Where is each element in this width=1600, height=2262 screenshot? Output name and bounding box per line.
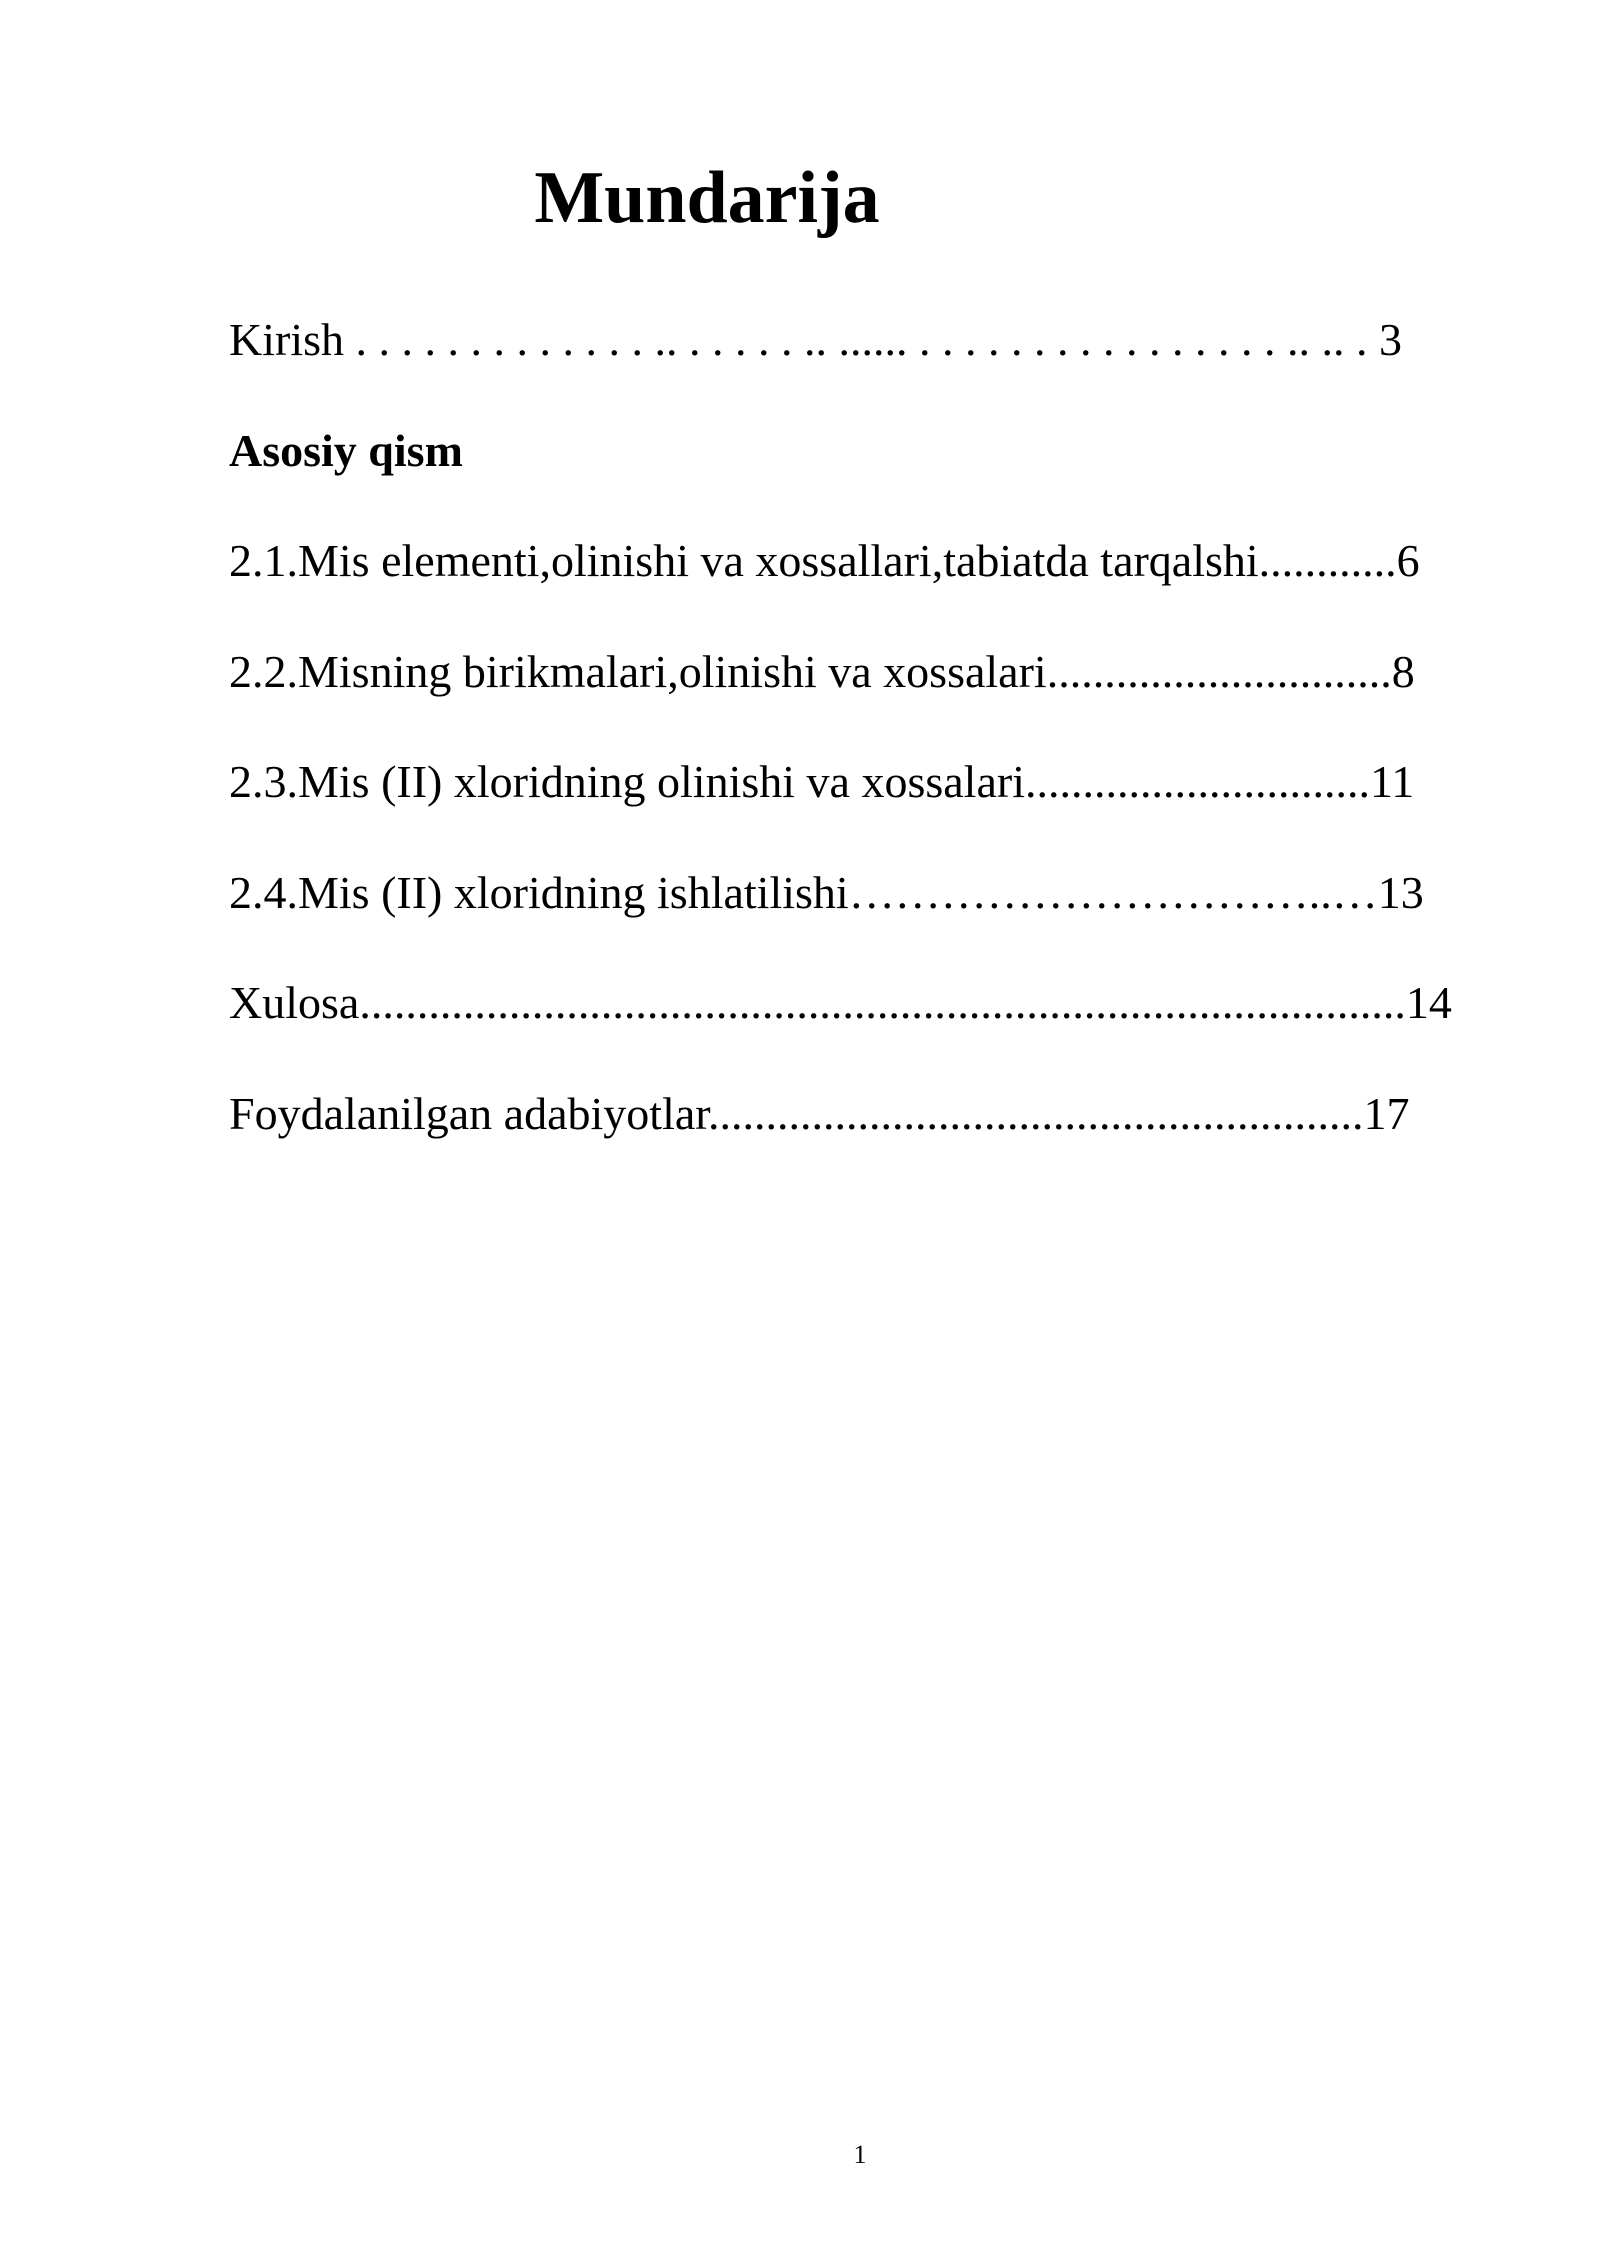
- toc-entry-2-1: 2.1.Mis elementi,olinishi va xossallari,tabiatda tarqalshi............6: [229, 535, 1420, 586]
- toc-entry-2-4: 2.4.Mis (II) xloridning ishlatilishi…………………………..…13: [229, 867, 1424, 918]
- toc-entry-2-2: 2.2.Misning birikmalari,olinishi va xossalari..............................8: [229, 646, 1415, 697]
- toc-entry-adabiyotlar: Foydalanilgan adabiyotlar.........................................................17: [229, 1088, 1410, 1139]
- toc-entry-kirish: Kirish . . . . . . . . . . . . . .. . . . . . .. ...... . . . . . . . . . . . . . . . . .. .. . 3: [229, 314, 1402, 365]
- toc-entry-xulosa: Xulosa...........................................................................................14: [229, 977, 1452, 1028]
- toc-entry-2-3: 2.3.Mis (II) xloridning olinishi va xossalari..............................11: [229, 756, 1415, 807]
- toc-section-heading: Asosiy qism: [229, 425, 463, 476]
- page-number: 1: [853, 2140, 867, 2169]
- page-title: Mundarija: [534, 157, 880, 239]
